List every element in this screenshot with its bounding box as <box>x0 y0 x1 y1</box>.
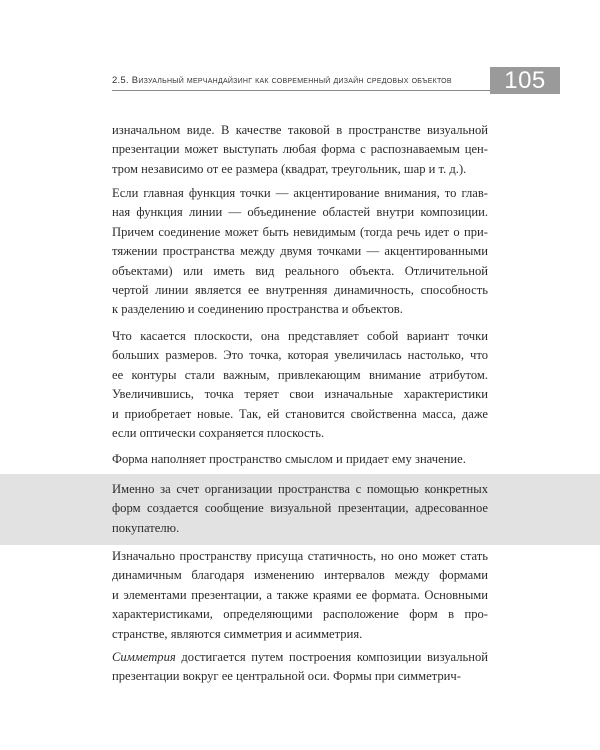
text-line: форм создается сообщение визуальной презентации, адресованное <box>112 501 488 516</box>
paragraph <box>112 327 488 443</box>
paragraph <box>112 184 488 320</box>
text-line: к разделению и соединению пространства и объектов. <box>112 302 403 317</box>
italic-term: Симметрия <box>112 650 176 664</box>
text-line: тром независимо от ее размера (квадрат, треугольник, шар и т. д.). <box>112 161 467 176</box>
text-line: тяжении пространства между двумя точками — акцентированными <box>112 244 488 259</box>
paragraph <box>112 450 488 469</box>
paragraph <box>112 648 488 687</box>
text-line: Что касается плоскости, она представляет собой вариант точки <box>112 329 488 343</box>
running-header <box>112 69 490 91</box>
text-line: странстве, являются симметрия и асимметрия. <box>112 626 363 641</box>
text-line: если оптически сохраняется плоскость. <box>112 426 325 441</box>
text-line: Увеличившись, точка теряет свои изначальные характеристики <box>112 387 488 402</box>
text-line: Именно за счет организации пространства с помощью конкретных <box>112 482 488 496</box>
text-line: покупателю. <box>112 520 180 535</box>
page-number: 105 <box>504 67 546 94</box>
text-line <box>112 648 488 667</box>
text-line: Причем соединение может быть невидимым (тогда речь идет о при- <box>112 224 488 239</box>
text-line: характеристиками, определяющими расположение форм в про- <box>112 607 488 622</box>
text-fragment: достигается путем построения композиции визуальной <box>175 650 488 664</box>
text-line: презентации может выступать любая форма с распознаваемым цен- <box>112 142 488 157</box>
text-line: презентации вокруг ее центральной оси. Формы при симметрич- <box>112 669 461 684</box>
text-line: динамичным благодаря изменению интервалов между формами <box>112 568 488 583</box>
paragraph <box>112 547 488 644</box>
page-number-box <box>490 67 560 94</box>
paragraph <box>112 480 488 538</box>
text-line: больших размеров. Это точка, которая увеличилась настолько, что <box>112 348 488 363</box>
text-line: объектами) или иметь вид реального объекта. Отличительной <box>112 263 488 278</box>
text-line: Форма наполняет пространство смыслом и придает ему значение. <box>112 452 466 466</box>
text-line: и элементами презентации, а также краями ее формата. Основными <box>112 587 488 602</box>
text-line: ее контуры стали важным, привлекающим внимание атрибутом. <box>112 367 488 382</box>
text-line: Изначально пространству присуща статичность, но оно может стать <box>112 549 488 563</box>
header-rule <box>112 90 490 91</box>
chapter-title: 2.5. Визуальный мерчандайзинг как современный дизайн средовых объектов <box>112 75 452 86</box>
paragraph <box>112 121 488 179</box>
text-line: чертой линии является ее внутренняя динамичность, способность <box>112 283 488 298</box>
text-line: ная функция линии — объединение областей внутри композиции. <box>112 205 488 220</box>
text-line: изначальном виде. В качестве таковой в пространстве визуальной <box>112 123 488 137</box>
text-line: Если главная функция точки — акцентирование внимания, то глав- <box>112 186 488 200</box>
text-line: и приобретает новые. Так, ей становится свойственна масса, даже <box>112 406 488 421</box>
